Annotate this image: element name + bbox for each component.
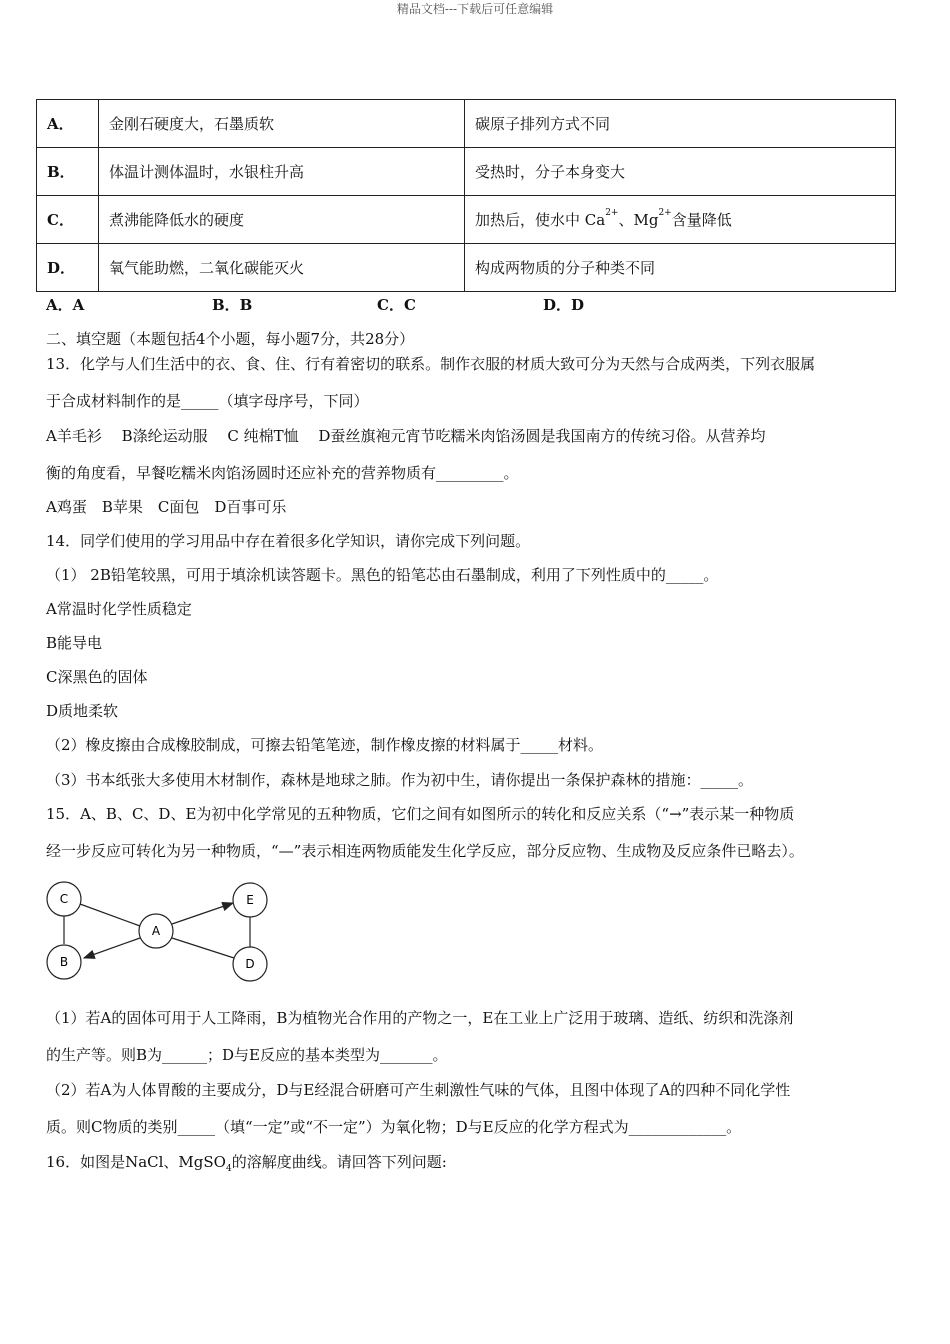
q15-line-3: （1）若A的固体可用于人工降雨，B为植物光合作用的产物之一，E在工业上广泛用于玻璃、造纸、纺织和洗涤剂 — [46, 1009, 794, 1027]
options-table — [36, 99, 896, 292]
relationship-diagram — [40, 878, 280, 986]
answer-b: B．B — [212, 296, 253, 314]
table-row — [37, 148, 896, 196]
row-phenomenon: 氧气能助燃，二氧化碳能灭火 — [99, 244, 465, 292]
row-explanation: 加热后，使水中 $Ca^{2+}$、$Mg^{2+}$含量降低 — [465, 196, 896, 244]
svg-text:E: E — [246, 893, 254, 907]
answer-a: A．A — [46, 296, 85, 314]
q14-option-b: B能导电 — [46, 634, 103, 652]
node-e — [233, 883, 267, 917]
q15-line-4: 的生产等。则B为______；D与E反应的基本类型为_______。 — [46, 1046, 448, 1064]
row-explanation: 受热时，分子本身变大 — [465, 148, 896, 196]
q13-line-1: 13．化学与人们生活中的衣、食、住、行有着密切的联系。制作衣服的材质大致可分为天然与合成两类，下列衣服属 — [46, 355, 816, 373]
q14-option-a: A常温时化学性质稳定 — [46, 600, 192, 618]
row-key: D． — [37, 244, 99, 292]
q15-line-2: 经一步反应可转化为另一种物质，“—”表示相连两物质能发生化学反应，部分反应物、生成物及反应条件已略去）。 — [46, 842, 804, 860]
row-key: B． — [37, 148, 99, 196]
q13-line-3: A羊毛衫 B涤纶运动服 C 纯棉T恤 D蚕丝旗袍元宵节吃糯米肉馅汤圆是我国南方的传统习俗。从营养均 — [46, 427, 766, 445]
row-key: C． — [37, 196, 99, 244]
section-heading: 二、填空题（本题包括4个小题，每小题7分，共28分） — [46, 330, 415, 348]
row-explanation: 碳原子排列方式不同 — [465, 100, 896, 148]
answer-c: C．C — [377, 296, 416, 314]
q14-line-4: （3）书本纸张大多使用木材制作，森林是地球之肺。作为初中生，请你提出一条保护森林的措施：_____。 — [46, 771, 754, 789]
q13-line-2: 于合成材料制作的是_____（填字母序号，下同） — [46, 392, 369, 410]
node-b — [47, 945, 81, 979]
q14-option-d: D质地柔软 — [46, 702, 119, 720]
row-phenomenon: 煮沸能降低水的硬度 — [99, 196, 465, 244]
svg-text:B: B — [59, 955, 69, 969]
q14-option-c: C深黑色的固体 — [46, 668, 148, 686]
node-a — [139, 914, 173, 948]
q14-line-2: （1） 2B铅笔较黑，可用于填涂机读答题卡。黑色的铅笔芯由石墨制成，利用了下列性质中的_____。 — [46, 566, 719, 584]
row-key: A． — [37, 100, 99, 148]
svg-text:D: D — [245, 957, 255, 971]
row-phenomenon: 体温计测体温时，水银柱升高 — [99, 148, 465, 196]
answer-choices — [46, 294, 584, 315]
q14-line-3: （2）橡皮擦由合成橡胶制成，可擦去铅笔笔迹，制作橡皮擦的材料属于_____材料。 — [46, 736, 604, 754]
q13-line-5: A鸡蛋 B苹果 C面包 D百事可乐 — [46, 498, 287, 516]
svg-text:C: C — [59, 892, 69, 906]
q14-line-1: 14．同学们使用的学习用品中存在着很多化学知识，请你完成下列问题。 — [46, 532, 531, 550]
a-to-b-arrow — [84, 938, 140, 958]
node-c — [47, 882, 81, 916]
answer-d: D．D — [543, 296, 585, 314]
page-header: 精品文档---下载后可任意编辑 — [396, 2, 554, 16]
q13-line-4: 衡的角度看，早餐吃糯米肉馅汤圆时还应补充的营养物质有_________。 — [46, 464, 519, 482]
svg-text:A: A — [151, 924, 161, 938]
q15-line-1: 15．A、B、C、D、E为初中化学常见的五种物质，它们之间有如图所示的转化和反应关系（“→”表示某一种物质 — [46, 805, 795, 823]
row-explanation: 构成两物质的分子种类不同 — [465, 244, 896, 292]
q15-line-5: （2）若A为人体胃酸的主要成分，D与E经混合研磨可产生刺激性气味的气体，且图中体现了A的四种不同化学性 — [46, 1081, 791, 1099]
a-to-e-arrow — [172, 903, 233, 924]
q15-line-6: 质。则C物质的类别_____（填“一定”或“不一定”）为氧化物；D与E反应的化学方程式为_____________。 — [46, 1118, 742, 1136]
table-row — [37, 244, 896, 292]
table-row — [37, 100, 896, 148]
a-d-link — [172, 938, 234, 958]
table-row — [37, 196, 896, 244]
row-phenomenon: 金刚石硬度大，石墨质软 — [99, 100, 465, 148]
c-a-link — [80, 904, 140, 926]
node-d — [233, 947, 267, 981]
q16-line-1: 16．如图是NaCl、MgSO$_4$的溶解度曲线。请回答下列问题: — [46, 1153, 447, 1174]
